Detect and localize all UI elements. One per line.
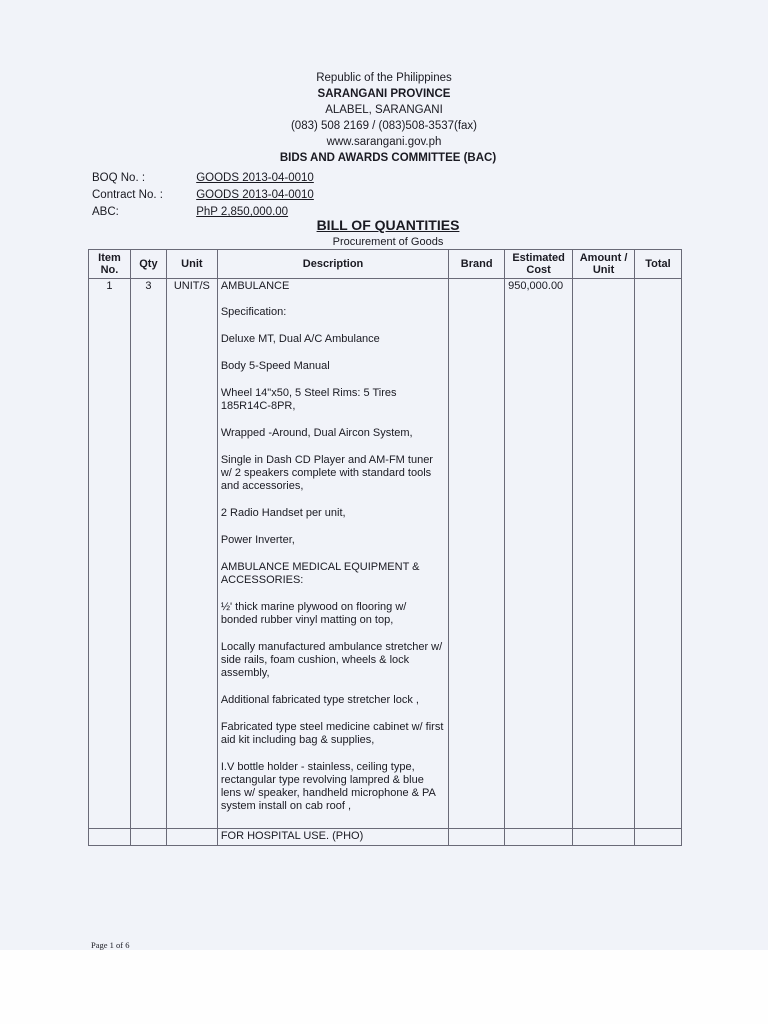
document-title: BILL OF QUANTITIES (316, 217, 460, 233)
table-row-hospital-use (89, 829, 682, 846)
col-amount-unit: Amount / Unit (573, 250, 635, 279)
col-brand: Brand (449, 250, 505, 279)
meta-value: GOODS 2013-04-0010 (196, 189, 314, 201)
col-qty: Qty (130, 250, 166, 279)
cell-amount-unit (573, 279, 635, 829)
cell-qty: 3 (130, 279, 166, 829)
meta-row-boq (92, 170, 314, 187)
col-total: Total (635, 250, 682, 279)
desc-line: AMBULANCE (220, 280, 290, 292)
table-row (89, 279, 682, 829)
col-description: Description (217, 250, 448, 279)
desc-line: 2 Radio Handset per unit, (220, 507, 346, 519)
desc-line: Power Inverter, (220, 534, 295, 546)
meta-label: ABC: (92, 206, 119, 218)
empty-cell (89, 829, 131, 846)
meta-label: Contract No. : (92, 189, 163, 201)
meta-label: BOQ No. : (92, 172, 146, 184)
address-line: ALABEL, SARANGANI (325, 104, 443, 116)
desc-line: Locally manufactured ambulance stretcher w/ side rails, foam cushion, wheels & lock assembly, (220, 641, 443, 679)
empty-cell (635, 829, 682, 846)
desc-line: Wrapped -Around, Dual Aircon System, (220, 427, 413, 439)
cell-description (217, 279, 448, 829)
committee-heading: BIDS AND AWARDS COMMITTEE (BAC) (279, 152, 497, 164)
contract-meta (92, 170, 314, 221)
document-subtitle: Procurement of Goods (332, 236, 444, 248)
desc-line: Wheel 14"x50, 5 Steel Rims: 5 Tires 185R14C-8PR, (220, 387, 397, 412)
cell-total (635, 279, 682, 829)
cell-unit: UNIT/S (166, 279, 217, 829)
empty-cell (449, 829, 505, 846)
empty-cell (130, 829, 166, 846)
desc-line: ½' thick marine plywood on flooring w/ bonded rubber vinyl matting on top, (220, 601, 407, 626)
desc-line: Fabricated type steel medicine cabinet w/ first aid kit including bag & supplies, (220, 721, 444, 746)
desc-line: Specification: (220, 306, 287, 318)
table-header-row (89, 250, 682, 279)
letterhead (0, 70, 768, 150)
desc-line: Body 5-Speed Manual (220, 360, 330, 372)
republic-line: Republic of the Philippines (316, 72, 452, 84)
meta-row-contract (92, 187, 314, 204)
cell-item-no: 1 (89, 279, 131, 829)
phone-line: (083) 508 2169 / (083)508-3537(fax) (290, 120, 478, 132)
website-line: www.sarangani.gov.ph (326, 136, 442, 148)
col-item-no: Item No. (89, 250, 131, 279)
empty-cell (505, 829, 573, 846)
cell-estimated-cost: 950,000.00 (505, 279, 573, 829)
col-estimated-cost: Estimated Cost (505, 250, 573, 279)
meta-value: GOODS 2013-04-0010 (196, 172, 314, 184)
empty-cell (166, 829, 217, 846)
desc-line: Additional fabricated type stretcher lock , (220, 694, 419, 706)
cell-hospital-use: FOR HOSPITAL USE. (PHO) (217, 829, 448, 846)
desc-line: Single in Dash CD Player and AM-FM tuner w/ 2 speakers complete with standard tools and accessories, (220, 454, 433, 492)
cell-brand (449, 279, 505, 829)
desc-line: Deluxe MT, Dual A/C Ambulance (220, 333, 380, 345)
province-line: SARANGANI PROVINCE (317, 88, 451, 100)
desc-line: I.V bottle holder - stainless, ceiling type, rectangular type revolving lampred & blue lens w/ speaker, handheld microphone & PA system install on cab roof , (220, 761, 436, 812)
page-number: Page 1 of 6 (91, 940, 130, 950)
meta-value: PhP 2,850,000.00 (196, 206, 289, 218)
bill-of-quantities-table (88, 249, 682, 846)
col-unit: Unit (166, 250, 217, 279)
empty-cell (573, 829, 635, 846)
desc-line: AMBULANCE MEDICAL EQUIPMENT & ACCESSORIES: (220, 561, 420, 586)
